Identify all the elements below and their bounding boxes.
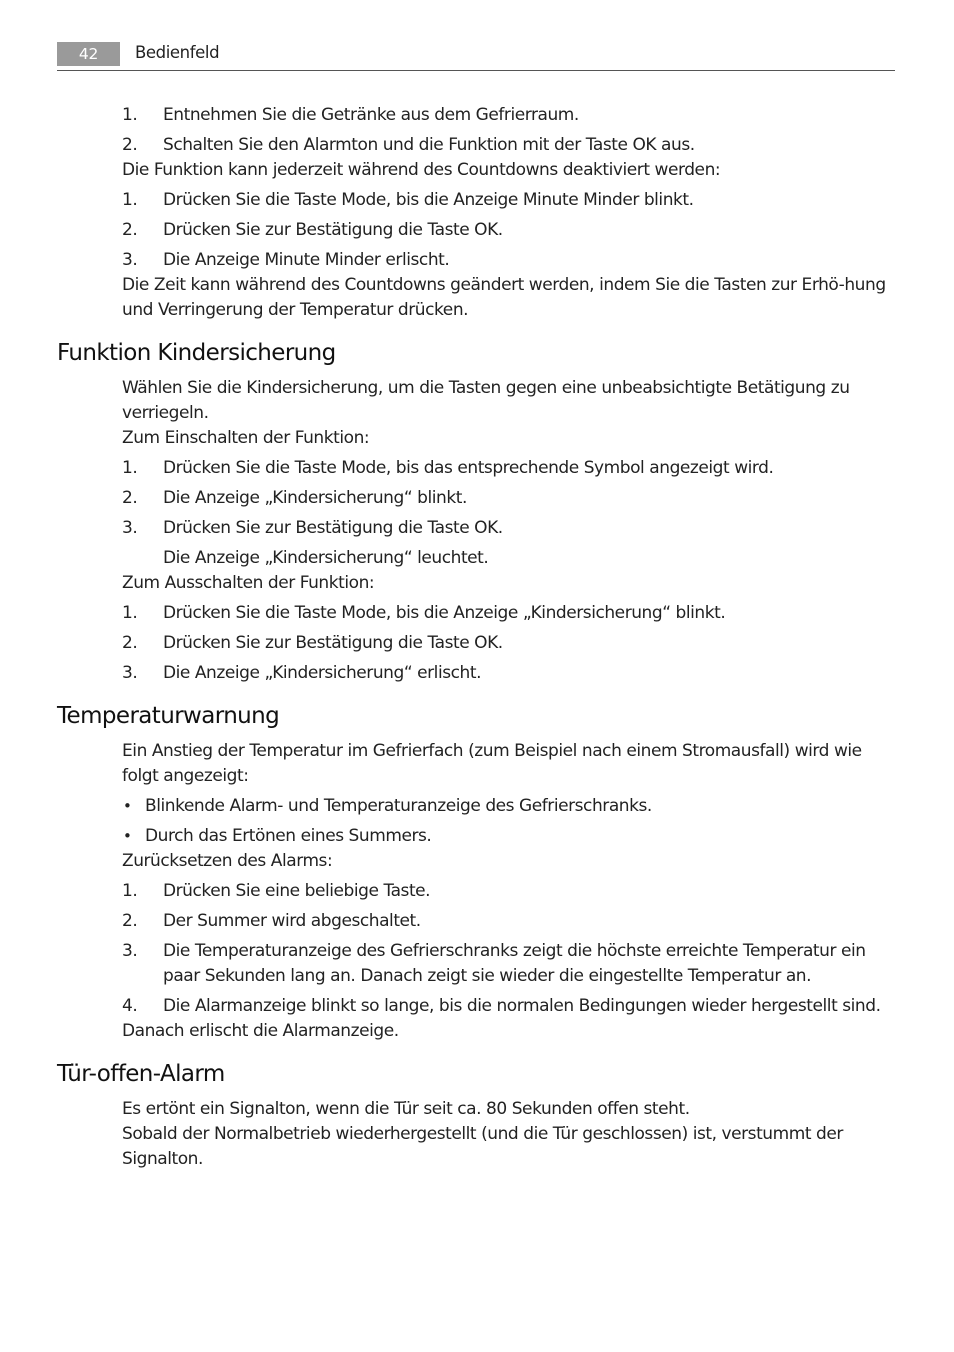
paragraph: Zum Ausschalten der Funktion: — [122, 573, 375, 593]
bullet-list-temperaturwarnung — [57, 794, 897, 849]
list-item-text: Schalten Sie den Alarmton und die Funktion mit der Taste OK aus. — [163, 135, 695, 155]
steps-list-temperaturwarnung — [57, 879, 897, 1019]
paragraph: Ein Anstieg der Temperatur im Gefrierfach (zum Beispiel nach einem Stromausfall) wird wie folgt angezeigt: — [122, 741, 862, 786]
list-item-number: 1. — [122, 458, 138, 478]
list-item-text: Drücken Sie zur Bestätigung die Taste OK. — [163, 633, 503, 653]
page-number: 42 — [57, 42, 120, 66]
list-item — [57, 188, 897, 213]
list-item-text: Die Anzeige Minute Minder erlischt. — [163, 250, 450, 270]
list-item-text: Drücken Sie die Taste Mode, bis die Anzeige Minute Minder blinkt. — [163, 190, 694, 210]
list-item-number: 3. — [122, 663, 138, 683]
list-item-text: Entnehmen Sie die Getränke aus dem Gefrierraum. — [163, 105, 579, 125]
heading-tuer-offen-alarm: Tür-offen-Alarm — [57, 1061, 225, 1087]
list-item — [57, 879, 897, 904]
list-item — [57, 601, 897, 626]
list-item — [57, 103, 897, 128]
bullet-item — [57, 824, 897, 849]
list-item — [57, 218, 897, 243]
bullet-item-text: Durch das Ertönen eines Summers. — [145, 826, 432, 846]
list-item-text: Die Alarmanzeige blinkt so lange, bis die normalen Bedingungen wieder hergestellt sind. — [163, 996, 881, 1016]
heading-kindersicherung: Funktion Kindersicherung — [57, 340, 336, 366]
list-item — [57, 456, 897, 481]
list-item-number: 3. — [122, 941, 138, 961]
paragraph: Die Funktion kann jederzeit während des Countdowns deaktiviert werden: — [122, 160, 721, 180]
list-item — [57, 909, 897, 934]
list-item-number: 2. — [122, 911, 138, 931]
list-item-number: 1. — [122, 105, 138, 125]
list-item-text: Drücken Sie die Taste Mode, bis die Anzeige „Kindersicherung“ blinkt. — [163, 603, 726, 623]
list-item-number: 2. — [122, 135, 138, 155]
list-item — [57, 133, 897, 158]
paragraph: Es ertönt ein Signalton, wenn die Tür seit ca. 80 Sekunden offen steht. — [122, 1099, 690, 1119]
list-item — [57, 661, 897, 686]
paragraph: Die Zeit kann während des Countdowns geändert werden, indem Sie die Tasten zur Erhö-hung und Verringerung der Temperatur drücken. — [122, 275, 886, 320]
list-item-text: Der Summer wird abgeschaltet. — [163, 911, 421, 931]
list-item-number: 2. — [122, 220, 138, 240]
list-item-text: Drücken Sie zur Bestätigung die Taste OK. — [163, 220, 503, 240]
list-item-text: Drücken Sie eine beliebige Taste. — [163, 881, 431, 901]
list-item — [57, 516, 897, 541]
list-item-text: Die Anzeige „Kindersicherung“ erlischt. — [163, 663, 482, 683]
list-item-text: Drücken Sie zur Bestätigung die Taste OK. — [163, 518, 503, 538]
list-item-number: 3. — [122, 518, 138, 538]
page-header — [57, 38, 895, 71]
list-item-number: 2. — [122, 488, 138, 508]
list-item — [57, 248, 897, 273]
paragraph: Sobald der Normalbetrieb wiederhergestellt (und die Tür geschlossen) ist, verstummt der Signalton. — [122, 1124, 843, 1169]
steps-list-intro-2 — [57, 188, 897, 273]
list-item — [57, 486, 897, 511]
list-item-text: Die Anzeige „Kindersicherung“ blinkt. — [163, 488, 467, 508]
list-item-text: Die Temperaturanzeige des Gefrierschranks zeigt die höchste erreichte Temperatur ein paar Sekunden lang an. Danach zeigt sie wieder die eingestellte Temperatur an. — [163, 941, 866, 986]
list-item — [57, 631, 897, 656]
bullet-item — [57, 794, 897, 819]
steps-list-kindersicherung-off — [57, 601, 897, 686]
step-note: Die Anzeige „Kindersicherung“ leuchtet. — [163, 548, 489, 568]
list-item-number: 4. — [122, 996, 138, 1016]
list-item-number: 1. — [122, 881, 138, 901]
paragraph: Zurücksetzen des Alarms: — [122, 851, 333, 871]
page-content — [57, 103, 897, 1172]
list-item-number: 1. — [122, 190, 138, 210]
paragraph: Wählen Sie die Kindersicherung, um die Tasten gegen eine unbeabsichtigte Betätigung zu verriegeln. — [122, 378, 850, 423]
bullet-icon: • — [123, 827, 132, 845]
paragraph: Danach erlischt die Alarmanzeige. — [122, 1021, 399, 1041]
list-item-number: 3. — [122, 250, 138, 270]
list-item-number: 1. — [122, 603, 138, 623]
steps-list-intro-1 — [57, 103, 897, 158]
bullet-item-text: Blinkende Alarm- und Temperaturanzeige des Gefrierschranks. — [145, 796, 652, 816]
list-item-text: Drücken Sie die Taste Mode, bis das entsprechende Symbol angezeigt wird. — [163, 458, 774, 478]
list-item — [57, 994, 897, 1019]
list-item-number: 2. — [122, 633, 138, 653]
steps-list-kindersicherung-on — [57, 456, 897, 541]
list-item — [57, 939, 897, 989]
paragraph: Zum Einschalten der Funktion: — [122, 428, 370, 448]
section-label: Bedienfeld — [135, 43, 220, 62]
bullet-icon: • — [123, 797, 132, 815]
heading-temperaturwarnung: Temperaturwarnung — [57, 703, 280, 729]
